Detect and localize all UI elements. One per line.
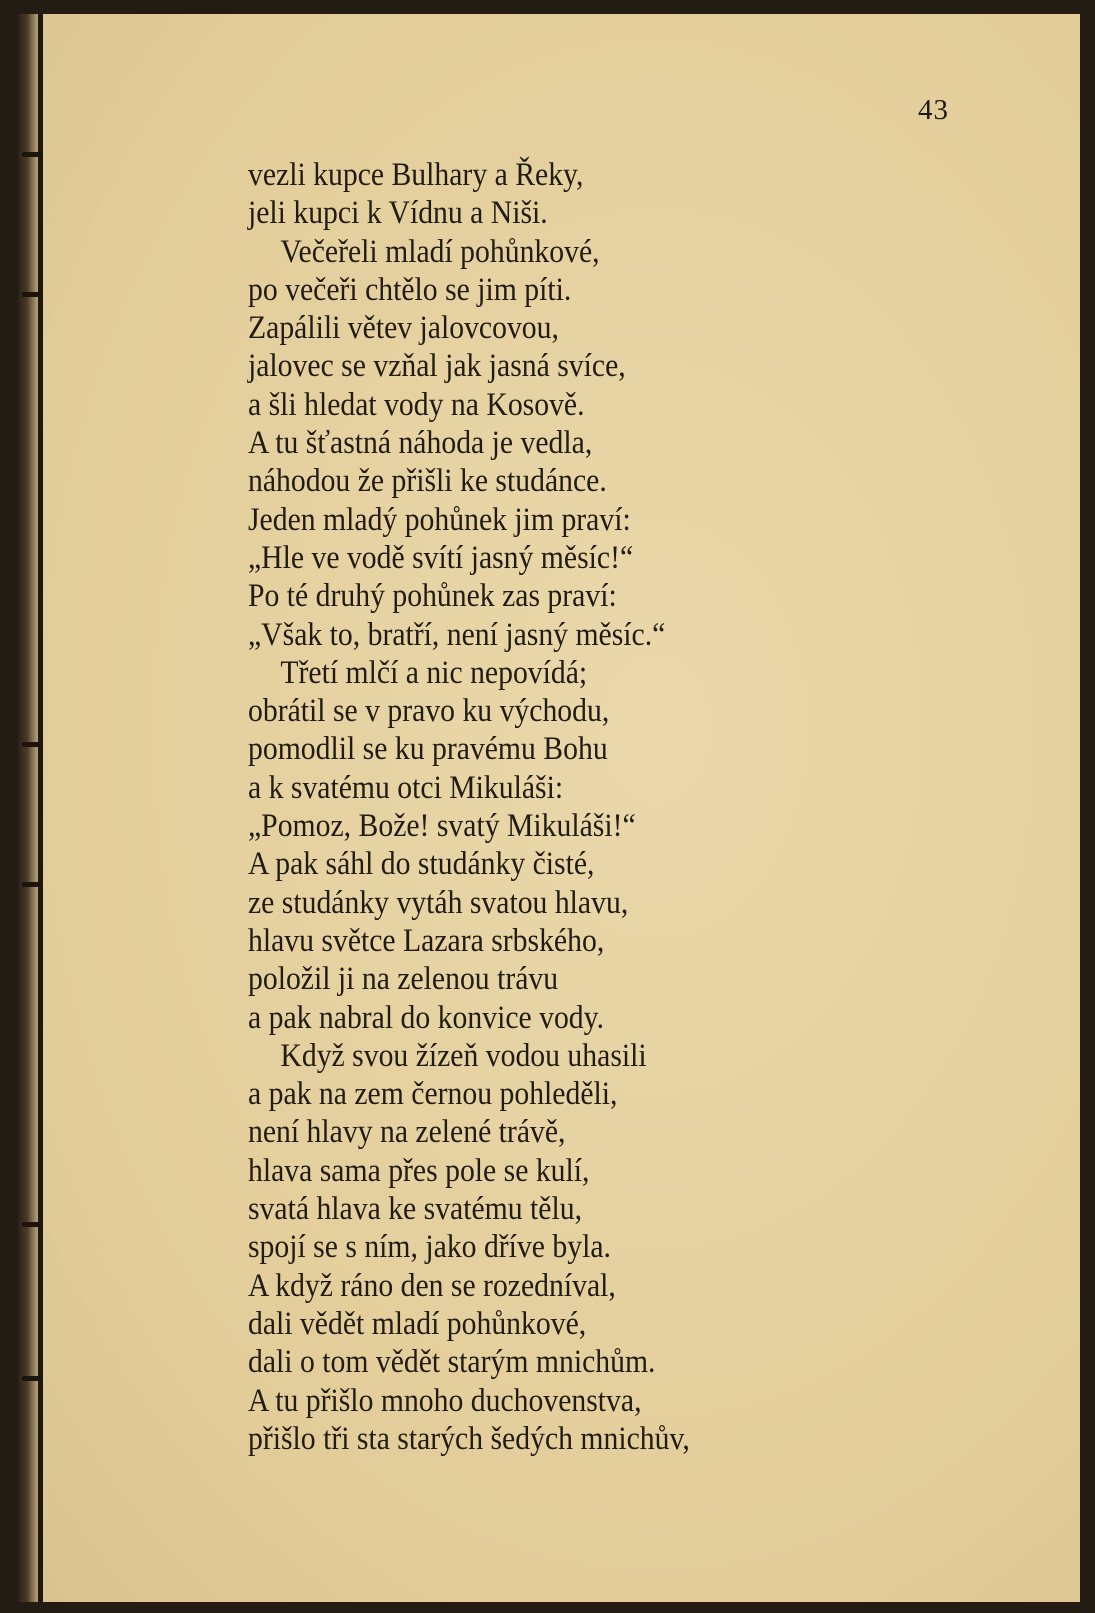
poem-line: jeli kupci k Vídnu a Niši.	[248, 195, 548, 232]
poem-line: „Však to, bratří, není jasný měsíc.“	[248, 616, 666, 653]
book-spine	[18, 14, 38, 1602]
poem-line: Večeřeli mladí pohůnkové,	[280, 233, 600, 270]
poem-line: „Pomoz, Bože! svatý Mikuláši!“	[248, 808, 636, 845]
poem-line: hlavu světce Lazara srbského,	[248, 922, 605, 959]
poem-line: jalovec se vzňal jak jasná svíce,	[248, 348, 626, 385]
binding-stitch	[22, 882, 42, 887]
binding-stitch	[22, 152, 42, 157]
poem-line: po večeři chtělo se jim píti.	[248, 271, 572, 308]
poem-line: obrátil se v pravo ku východu,	[248, 693, 610, 730]
poem-line: A když ráno den se rozedníval,	[248, 1267, 616, 1304]
poem-line: A pak sáhl do studánky čisté,	[248, 846, 595, 883]
poem-line: hlava sama přes pole se kulí,	[248, 1152, 590, 1189]
poem-line: Po té druhý pohůnek zas praví:	[248, 578, 617, 615]
binding-stitch	[22, 742, 42, 747]
poem-line: pomodlil se ku pravému Bohu	[248, 731, 608, 768]
poem-line: není hlavy na zelené trávě,	[248, 1114, 566, 1151]
binding-edge	[38, 14, 43, 1602]
poem-line: dali vědět mladí pohůnkové,	[248, 1305, 587, 1342]
book-page	[18, 14, 1080, 1602]
poem-line: A tu šťastná náhoda je vedla,	[248, 425, 593, 462]
poem-line: svatá hlava ke svatému tělu,	[248, 1191, 583, 1228]
binding-stitch	[22, 292, 42, 297]
poem-line: a pak na zem černou pohleděli,	[248, 1076, 618, 1113]
poem-line: Jeden mladý pohůnek jim praví:	[248, 501, 631, 538]
poem-line: náhodou že přišli ke studánce.	[248, 463, 607, 500]
poem-line: Třetí mlčí a nic nepovídá;	[280, 654, 588, 691]
binding-stitch	[22, 1376, 42, 1381]
poem-line: Když svou žízeň vodou uhasili	[280, 1037, 647, 1074]
poem-line: a šli hledat vody na Kosově.	[248, 386, 585, 423]
poem-line: „Hle ve vodě svítí jasný měsíc!“	[248, 539, 634, 576]
poem-line: položil ji na zelenou trávu	[248, 961, 559, 998]
poem-line: přišlo tři sta starých šedých mnichův,	[248, 1420, 690, 1457]
poem-line: A tu přišlo mnoho duchovenstva,	[248, 1382, 642, 1419]
binding-stitch	[22, 1222, 42, 1227]
poem-line: ze studánky vytáh svatou hlavu,	[248, 884, 629, 921]
poem-line: vezli kupce Bulhary a Řeky,	[248, 157, 584, 193]
poem-text	[248, 156, 690, 1458]
poem-line: a k svatému otci Mikuláši:	[248, 769, 564, 806]
page-number: 43	[918, 94, 949, 126]
poem-line: dali o tom vědět starým mnichům.	[248, 1344, 656, 1381]
poem-line: a pak nabral do konvice vody.	[248, 999, 605, 1036]
poem-line: Zapálili větev jalovcovou,	[248, 310, 559, 347]
poem-line: spojí se s ním, jako dříve byla.	[248, 1229, 611, 1266]
